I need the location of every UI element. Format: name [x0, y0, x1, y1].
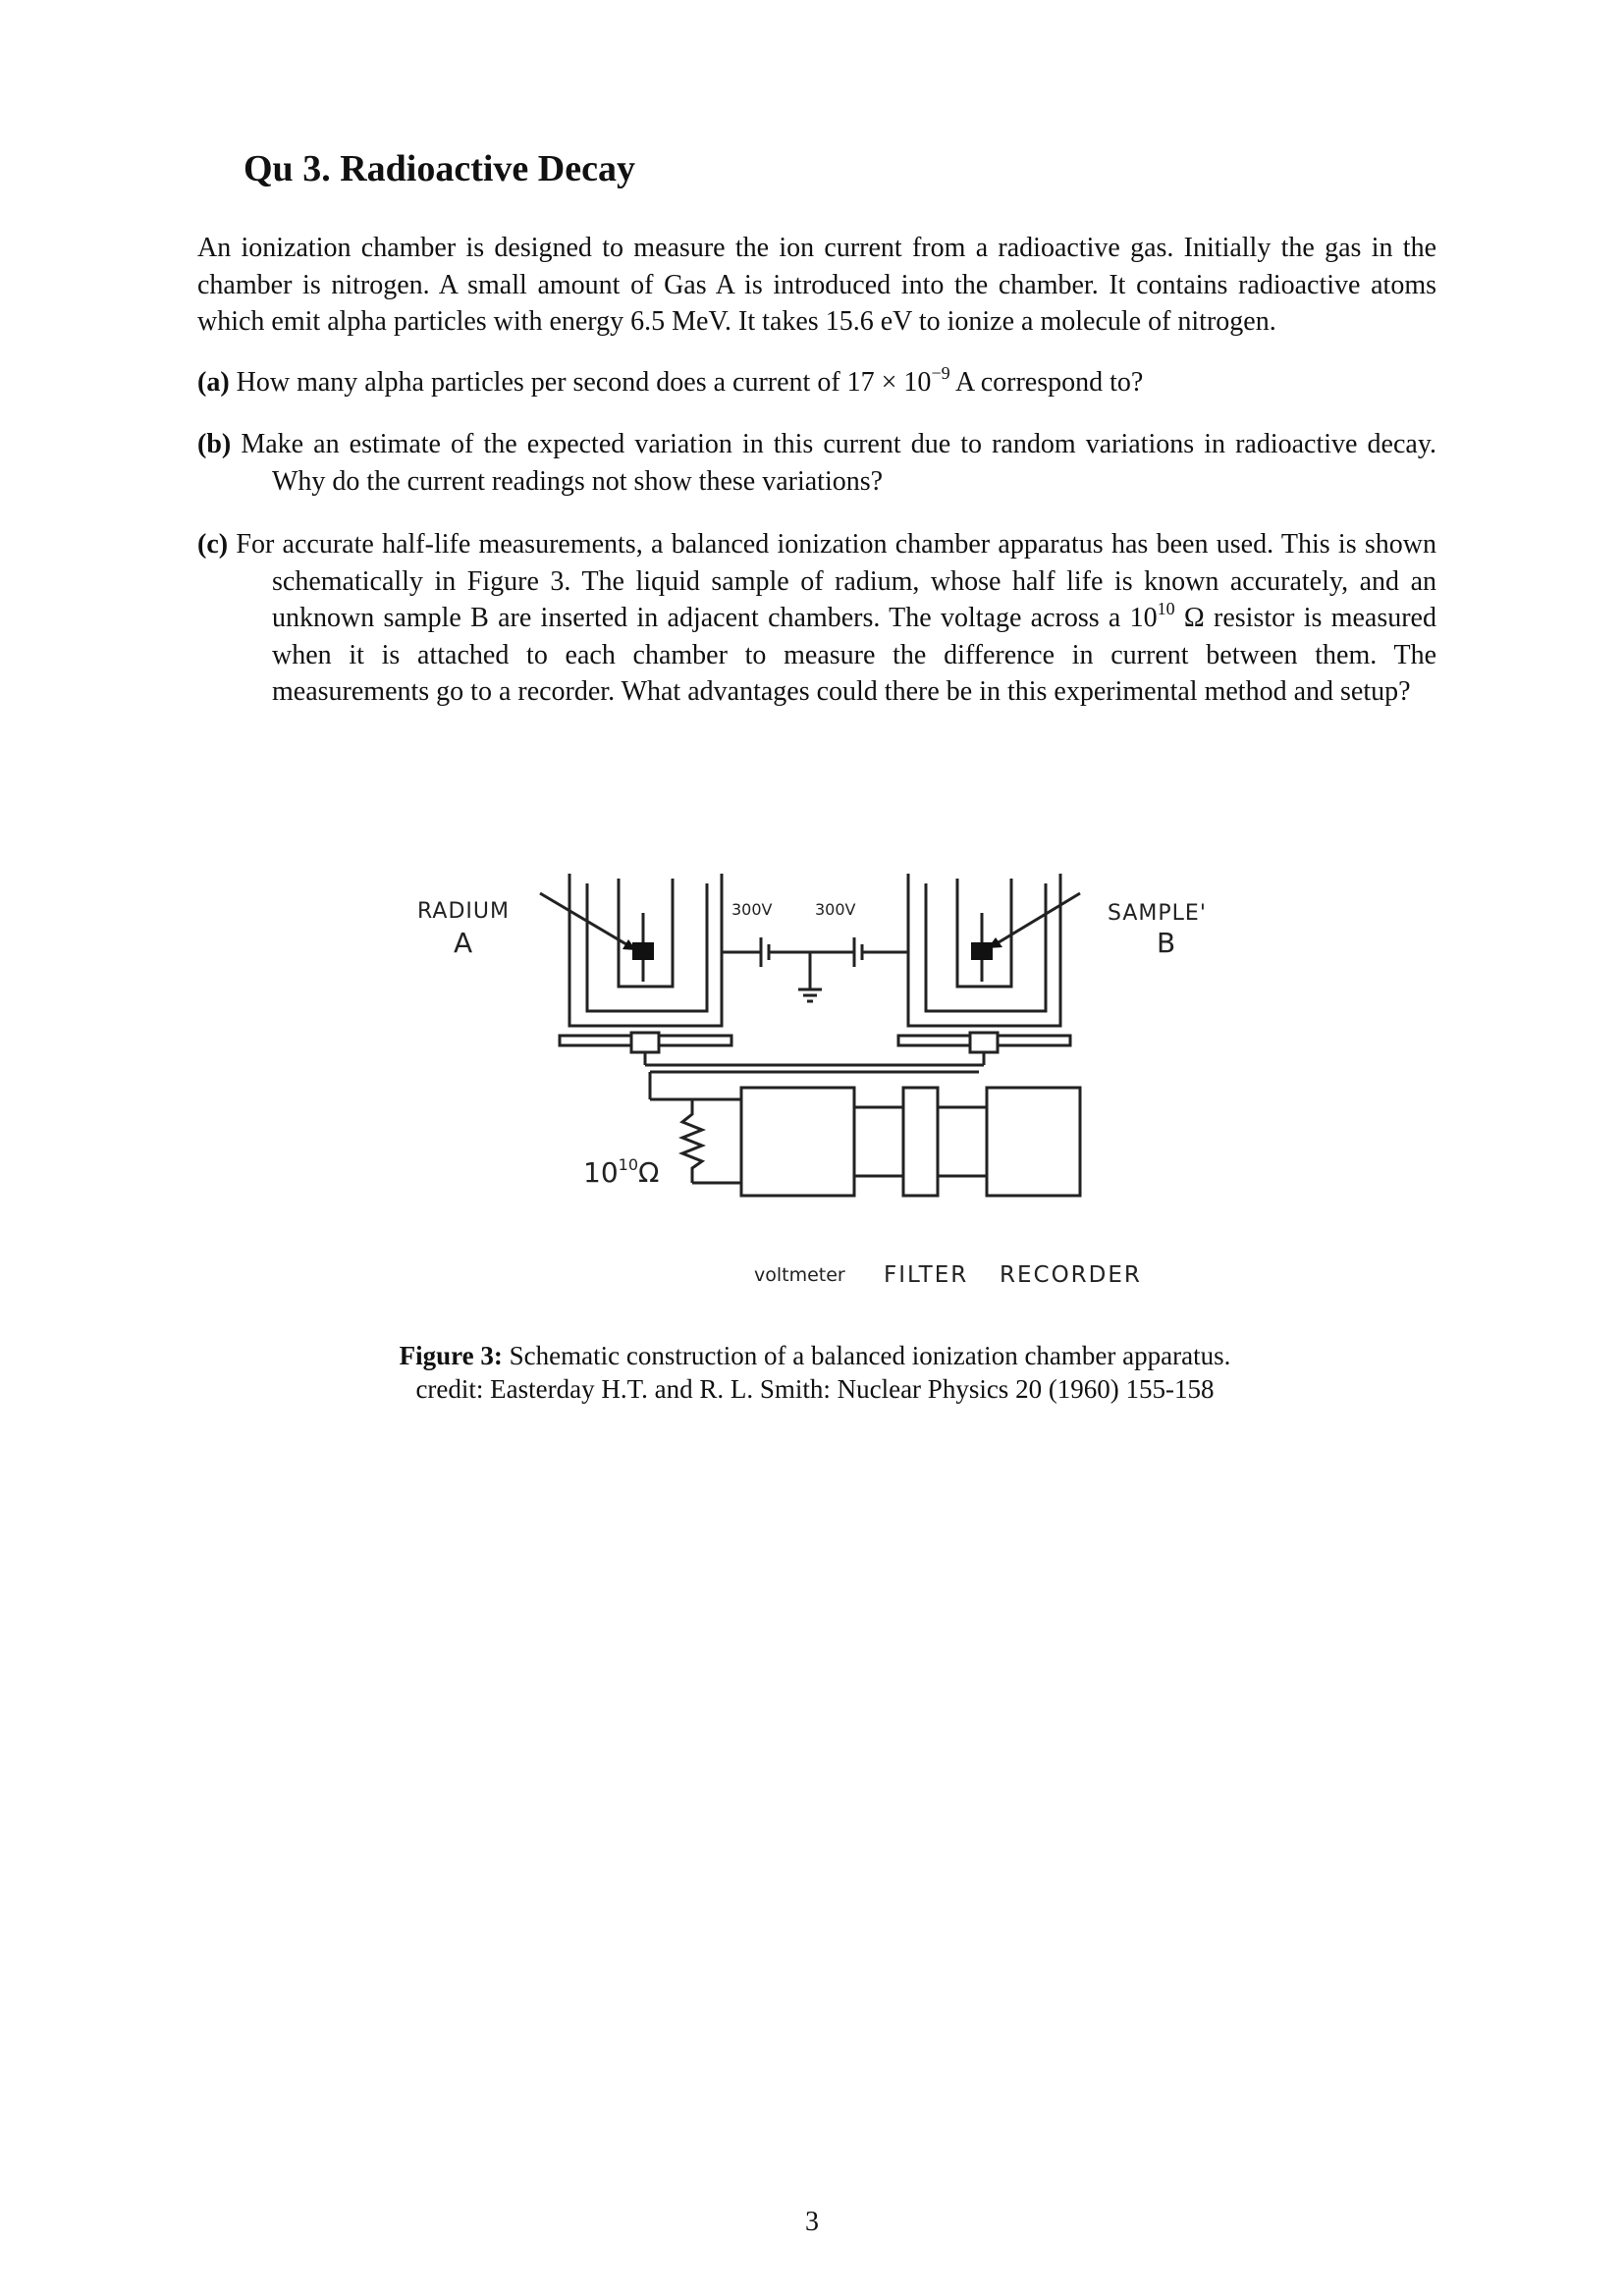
part-c: [197, 526, 1436, 711]
left-chamber-inner: [619, 879, 673, 987]
right-connector: [970, 1033, 998, 1052]
caption-credit: credit: Easterday H.T. and R. L. Smith: Nuclear Physics 20 (1960) 155-158: [415, 1374, 1215, 1404]
voltmeter-box: [741, 1088, 854, 1196]
part-a-text-after: A correspond to?: [949, 367, 1144, 398]
part-c-text-after: Ω resistor is measured when it is attached to each chamber to measure the difference in current between them. The measurements go to a recorder. What advantages could there be in this experimental method and setup?: [272, 603, 1436, 707]
filter-box: [903, 1088, 938, 1196]
voltmeter-label: voltmeter: [754, 1264, 845, 1286]
left-connector: [631, 1033, 659, 1052]
sample-letter: B: [1157, 927, 1176, 959]
part-a-exponent: −9: [931, 362, 950, 383]
figure-3-schematic: [393, 844, 1237, 1306]
part-c-label: (c): [197, 529, 229, 560]
sample-arrow-line: [994, 893, 1080, 945]
radium-sample-block: [632, 942, 654, 960]
radium-letter: A: [454, 927, 473, 959]
voltage-right-label: 300V: [815, 900, 856, 919]
part-c-text-before: For accurate half-life measurements, a balanced ionization chamber apparatus has been used. This is shown schematically in Figure 3. The liquid sample of radium, whose half life is known accurately, and an unknown sample B are inserted in adjacent chambers. The voltage across a 10: [236, 529, 1437, 633]
sample-b-block: [971, 942, 993, 960]
part-a: [197, 364, 1436, 401]
part-c-exponent: 10: [1157, 598, 1175, 618]
right-chamber-inner: [957, 879, 1011, 987]
voltage-left-label: 300V: [731, 900, 773, 919]
caption-label: Figure 3:: [399, 1341, 503, 1370]
part-a-label: (a): [197, 367, 230, 398]
part-b-text: Make an estimate of the expected variation in this current due to random variations in radioactive decay. Why do the current readings not show these variations?: [241, 429, 1436, 497]
radium-label: RADIUM: [417, 899, 510, 924]
filter-label: FILTER: [884, 1262, 969, 1288]
apparatus-diagram: [393, 844, 1237, 1306]
question-title: Qu 3. Radioactive Decay: [244, 148, 635, 189]
caption-text: Schematic construction of a balanced ionization chamber apparatus.: [502, 1341, 1231, 1370]
sample-label: SAMPLE': [1108, 901, 1207, 926]
resistor-label: $10^{10}\Omega$: [583, 1155, 660, 1189]
part-b: [197, 426, 1436, 500]
resistor-zigzag: [682, 1099, 702, 1183]
figure-caption: [324, 1339, 1306, 1406]
intro-paragraph: An ionization chamber is designed to measure the ion current from a radioactive gas. Initially the gas in the chamber is nitrogen. A small amount of Gas A is introduced into the chamber. It contains radioactive atoms which emit alpha particles with energy 6.5 MeV. It takes 15.6 eV to ionize a molecule of nitrogen.: [197, 233, 1436, 337]
part-b-label: (b): [197, 429, 232, 459]
recorder-box: [987, 1088, 1080, 1196]
part-a-text-before: How many alpha particles per second does a current of 17 × 10: [236, 367, 932, 398]
page-number: 3: [805, 2207, 819, 2237]
recorder-label: RECORDER: [1000, 1262, 1142, 1288]
